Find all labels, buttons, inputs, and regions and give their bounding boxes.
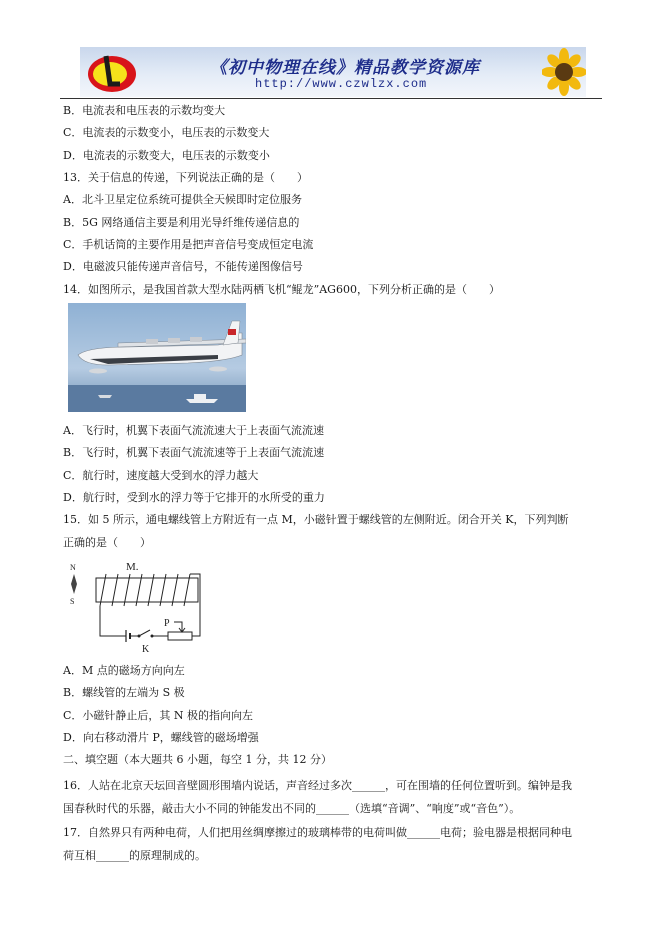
- q14-option-a: A．飞行时，机翼下表面气流流速大于上表面气流流速: [63, 424, 324, 437]
- solenoid-coil: [100, 574, 190, 606]
- compass-s-label: S: [70, 597, 75, 606]
- header-banner: [80, 47, 586, 97]
- q15-option-d: D．向右移动滑片 P，螺线管的磁场增强: [63, 731, 259, 744]
- q16-line2: 国春秋时代的乐器，敲击大小不同的钟能发出不同的______（选填“音调”、“响度”或“音色”）。: [63, 802, 521, 815]
- q12-option-b: B．电流表和电压表的示数均变大: [63, 104, 226, 117]
- header-rule: [60, 98, 602, 99]
- seaplane-photo: [68, 303, 246, 412]
- q14-stem: 14．如图所示，是我国首款大型水陆两栖飞机“鲲龙”AG600，下列分析正确的是（ ）: [63, 283, 500, 296]
- q12-option-c: C．电流表的示数变小，电压表的示数变大: [63, 126, 270, 139]
- rheostat: [168, 632, 192, 640]
- q12-option-d: D．电流表的示数变大，电压表的示数变小: [63, 149, 270, 162]
- q15-option-c: C．小磁针静止后，其 N 极的指向向左: [63, 709, 254, 722]
- q15-option-b: B．螺线管的左端为 S 极: [63, 686, 185, 699]
- compass-needle-icon: [71, 574, 77, 594]
- solenoid-circuit-diagram: [68, 556, 203, 660]
- sunflower-icon: [542, 47, 586, 97]
- q13-option-a: A．北斗卫星定位系统可提供全天候即时定位服务: [63, 193, 302, 206]
- q13-stem: 13．关于信息的传递，下列说法正确的是（ ）: [63, 171, 308, 184]
- point-m-label: M.: [126, 561, 139, 573]
- q17-line1: 17．自然界只有两种电荷，人们把用丝绸摩擦过的玻璃棒带的电荷叫做______电荷；验电器是根据同种电: [63, 826, 572, 839]
- banner-url[interactable]: http://www.czwlzx.com: [255, 77, 428, 91]
- q15-stem-line1: 15．如 5 所示，通电螺线管上方附近有一点 M，小磁针置于螺线管的左侧附近。闭合开关 K，下列判断: [63, 513, 569, 526]
- q13-option-c: C．手机话筒的主要作用是把声音信号变成恒定电流: [63, 238, 314, 251]
- q14-option-c: C．航行时，速度越大受到水的浮力越大: [63, 469, 259, 482]
- section-2-heading: 二、填空题（本大题共 6 小题，每空 1 分，共 12 分）: [63, 753, 332, 766]
- compass-n-label: N: [70, 563, 76, 572]
- site-logo-icon: [86, 50, 138, 94]
- q14-option-d: D．航行时，受到水的浮力等于它排开的水所受的重力: [63, 491, 325, 504]
- q13-option-b: B．5G 网络通信主要是利用光导纤维传递信息的: [63, 216, 300, 229]
- q13-option-d: D．电磁波只能传递声音信号，不能传递图像信号: [63, 260, 303, 273]
- solenoid-core: [96, 578, 198, 602]
- banner-title: 《初中物理在线》精品教学资源库: [210, 58, 480, 78]
- q15-option-a: A．M 点的磁场方向向左: [63, 664, 185, 677]
- q16-line1: 16．人站在北京天坛回音壁圆形围墙内说话，声音经过多次______，可在围墙的任何位置听到。编钟是我: [63, 779, 572, 792]
- q15-stem-line2: 正确的是（ ）: [63, 536, 151, 549]
- q14-option-b: B．飞行时，机翼下表面气流流速等于上表面气流流速: [63, 446, 325, 459]
- switch-k-label: K: [142, 644, 150, 655]
- slider-p-label: P: [164, 618, 170, 629]
- q17-line2: 荷互相______的原理制成的。: [63, 849, 206, 862]
